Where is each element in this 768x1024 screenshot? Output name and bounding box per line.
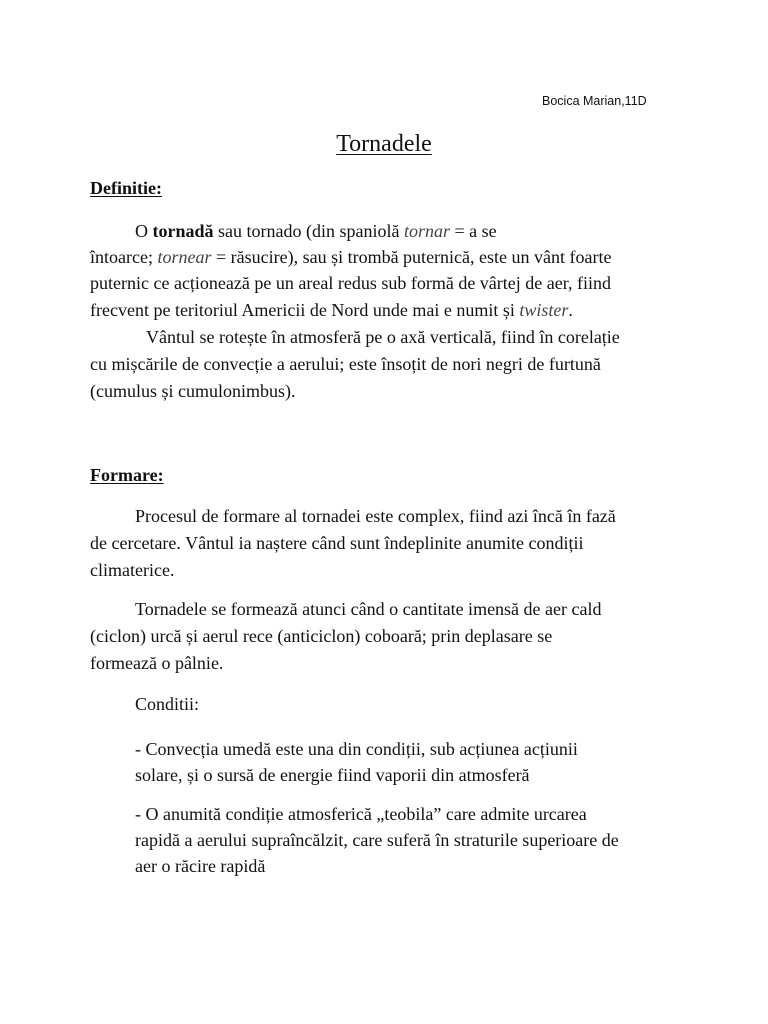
author-name: Bocica Marian,11D	[542, 94, 647, 108]
condition-1-line2: solare, și o sursă de energie fiind vaporii din atmosferă	[135, 765, 530, 785]
term-italic: tornar	[403, 221, 450, 241]
formare-p1-line1: Procesul de formare al tornadei este complex, fiind azi încă în fază	[135, 506, 616, 526]
condition-2-line1: - O anumită condiție atmosferică „teobila” care admite urcarea	[135, 804, 587, 824]
formare-p1-line3: climaterice.	[90, 560, 175, 580]
formare-p2-line1: Tornadele se formează atunci când o cantitate imensă de aer cald	[135, 599, 602, 619]
definitie-p1-line3: puternic ce acționează pe un areal redus sub formă de vârtej de aer, fiind	[90, 273, 612, 293]
text-run: O	[135, 221, 153, 241]
section-heading-formare: Formare:	[90, 465, 164, 485]
text-run: întoarce;	[90, 247, 158, 267]
condition-1-line1: - Convecția umedă este una din condiții, sub acțiunea acțiunii	[135, 739, 578, 759]
definitie-p2-line2: cu mișcările de convecție a aerului; este însoțit de nori negri de furtună	[90, 354, 601, 374]
text-run: .	[568, 300, 573, 320]
definitie-p2-line3: (cumulus și cumulonimbus).	[90, 381, 296, 401]
formare-p2-line3: formează o pâlnie.	[90, 653, 224, 673]
definitie-p1-line4	[90, 297, 573, 323]
formare-p2-line2: (ciclon) urcă și aerul rece (anticiclon) coboară; prin deplasare se	[90, 626, 553, 646]
text-run: frecvent pe teritoriul Americii de Nord unde mai e numit și	[90, 300, 520, 320]
conditii-label: Conditii:	[135, 694, 200, 714]
text-run: = răsucire), sau și trombă puternică, este un vânt foarte	[211, 247, 612, 267]
formare-p1-line2: de cercetare. Vântul ia naștere când sunt îndeplinite anumite condiții	[90, 533, 584, 553]
page-title	[0, 128, 768, 160]
section-heading-definitie: Definitie:	[90, 178, 162, 198]
definitie-p2-line1: Vântul se rotește în atmosferă pe o axă verticală, fiind în corelație	[146, 327, 620, 347]
definitie-p1-line1	[135, 218, 497, 244]
definitie-p1-line2	[90, 244, 611, 270]
term-bold: tornadă	[152, 221, 214, 241]
term-italic: twister	[519, 300, 569, 320]
term-italic: tornear	[157, 247, 212, 267]
title-text: Tornadele	[336, 131, 432, 157]
condition-2-line3: aer o răcire rapidă	[135, 856, 266, 876]
text-run: = a se	[450, 221, 497, 241]
condition-2-line2: rapidă a aerului supraîncălzit, care suferă în straturile superioare de	[135, 830, 619, 850]
text-run: sau tornado (din spaniolă	[213, 221, 404, 241]
